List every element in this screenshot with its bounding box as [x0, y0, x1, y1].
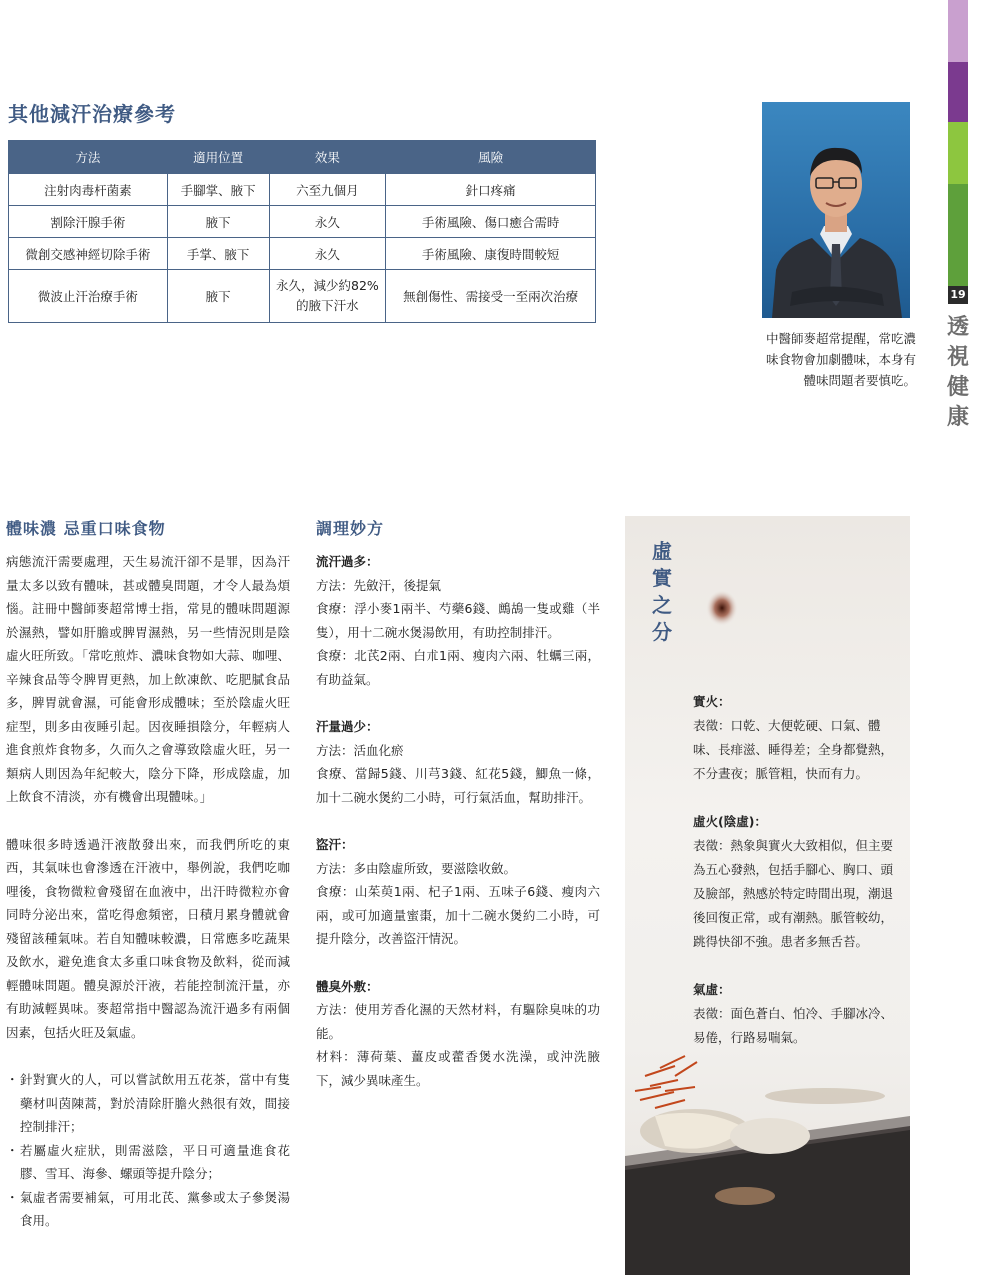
entry-title: 虛火(陰虛)： [693, 814, 767, 829]
table-cell: 割除汗腺手術 [9, 206, 168, 238]
entry-text: 表徵：熱象與實火大致相似，但主要為五心發熱，包括手腳心、胸口、頭及臉部，熱感於特定時間出現，潮退後回復正常，或有潮熱。脈管較幼，跳得快卻不強。患者多無舌苔。 [693, 838, 894, 949]
tab-color-1 [948, 0, 968, 62]
list-item-text: 若屬虛火症狀，則需滋陰，平日可適量進食花膠、雪耳、海參、螺頭等提升陰分； [20, 1142, 290, 1181]
list-item [6, 1068, 290, 1139]
section-char: 健 [946, 374, 969, 400]
remedy-title: 汗量過少： [316, 719, 379, 734]
remedy-line: 方法：先斂汗，後提氣 [316, 577, 442, 593]
title-char: 之 [652, 593, 672, 617]
left-column-heading: 體味濃 忌重口味食物 [6, 519, 166, 538]
tab-color-2 [948, 62, 968, 122]
table-cell: 微創交感神經切除手術 [9, 238, 168, 270]
left-column-body [6, 550, 290, 1233]
remedy-title: 體臭外敷： [316, 978, 379, 994]
table-row [9, 270, 596, 323]
table-cell: 手掌、腋下 [167, 238, 269, 270]
entry-title: 實火： [693, 694, 731, 709]
table-section-title: 其他減汗治療參考 [8, 102, 176, 126]
middle-column-heading: 調理妙方 [316, 519, 385, 538]
treatment-table [8, 140, 596, 323]
remedy-title: 流汗過多： [316, 554, 379, 569]
remedy-line: 食療：北芪2兩、白朮1兩、瘦肉六兩、牡蠣三兩，有助益氣。 [316, 648, 600, 687]
title-char: 虛 [652, 539, 672, 563]
remedy-line: 食療：山茱萸1兩、杞子1兩、五味子6錢、瘦肉六兩，或可加適量蜜棗，加十二碗水煲約二小時，可提升陰分，改善盜汗情況。 [316, 884, 600, 946]
table-cell: 注射肉毒杆菌素 [9, 174, 168, 206]
table-cell: 手腳掌、腋下 [167, 174, 269, 206]
doctor-photo [762, 102, 910, 318]
paragraph: 體味很多時透過汗液散發出來，而我們所吃的東西，其氣味也會滲透在汗液中，舉例說，我們吃咖哩後，食物微粒會殘留在血液中，出汗時微粒亦會同時分泌出來，當吃得愈頻密，日積月累身體就會殘留該種氣味。若自知體味較濃，日常應多吃蔬果及飲水，避免進食太多重口味食物及飲料，從而減輕體味問題。體臭源於汗液，若能控制流汗量，亦有助減輕異味。麥超常指中醫認為流汗過多有兩個因素，包括火旺及氣虛。 [6, 836, 290, 1040]
entry-title: 氣虛： [693, 982, 731, 997]
bullet-mark: ・ [6, 1189, 19, 1205]
tab-color-4 [948, 184, 968, 286]
side-panel-body [693, 690, 893, 1050]
table-cell: 六至九個月 [269, 174, 386, 206]
table-cell: 針口疼痛 [386, 174, 596, 206]
table-cell: 永久 [269, 206, 386, 238]
table-cell: 微波止汗治療手術 [9, 270, 168, 323]
remedy-line: 食療、當歸5錢、川芎3錢、紅花5錢，鯽魚一條，加十二碗水煲約二小時，可行氣活血，幫助排汗。 [316, 766, 600, 805]
remedy-line: 食療：浮小麥1兩半、芍藥6錢、鷓鴣一隻或雞（半隻），用十二碗水煲湯飲用，有助控制排汗。 [316, 601, 600, 640]
title-char: 實 [652, 566, 672, 590]
remedy-title: 盜汗： [316, 837, 354, 852]
table-cell: 永久 [269, 238, 386, 270]
entry-text: 表徵：口乾、大便乾硬、口氣、體味、長痱滋、睡得差；全身都覺熱，不分晝夜；脈管粗，快而有力。 [693, 718, 894, 781]
side-panel-title [650, 538, 674, 646]
table-cell: 腋下 [167, 206, 269, 238]
paragraph: 病態流汗需要處理，天生易流汗卻不是罪，因為汗量太多以致有體味，甚或體臭問題，才令人最為煩惱。註冊中醫師麥超常博士指，常見的體味問題源於濕熱，譬如肝膽或脾胃濕熱，另一些情況則是陰虛火旺所致。「常吃煎炸、濃味食物如大蒜、咖哩、辛辣食品等令脾胃更熱，加上飲凍飲、吃肥膩食品多，脾胃就會濕，可能會形成體味；至於陰虛火旺症型，則多由夜睡引起。因夜睡損陰分，年輕病人進食煎炸食物多，久而久之會導致陰虛火旺，另一類病人則因為年紀較大，陰分下降，形成陰虛，加上飲食不清淡，亦有機會出現體味。」 [6, 554, 290, 804]
list-item [6, 1186, 290, 1233]
remedy-line: 方法：活血化瘀 [316, 742, 404, 758]
doctor-portrait-illustration [762, 102, 910, 318]
table-cell: 無創傷性、需接受一至兩次治療 [386, 270, 596, 323]
table-row [9, 206, 596, 238]
section-char: 康 [946, 404, 969, 430]
table-header: 效果 [269, 141, 386, 174]
list-item-text: 氣虛者需要補氣，可用北芪、黨參或太子參煲湯食用。 [20, 1189, 290, 1228]
section-char: 透 [946, 314, 969, 340]
bullet-mark: ・ [6, 1072, 19, 1087]
table-cell: 腋下 [167, 270, 269, 323]
table-cell: 手術風險、傷口癒合需時 [386, 206, 596, 238]
photo-caption: 中醫師麥超常提醒，常吃濃味食物會加劇體味，本身有體味問題者要慎吃。 [765, 331, 916, 388]
table-header: 風險 [386, 141, 596, 174]
remedy-line: 方法：使用芳香化濕的天然材料，有驅除臭味的功能。 [316, 1002, 600, 1041]
section-char: 視 [946, 344, 969, 370]
entry-text: 表徵：面色蒼白、怕冷、手腳冰冷、易倦，行路易喘氣。 [693, 1006, 894, 1045]
table-header: 適用位置 [167, 141, 269, 174]
table-header-row [9, 141, 596, 174]
table-cell: 永久，減少約82%的腋下汗水 [269, 270, 386, 323]
table-row [9, 174, 596, 206]
title-char: 分 [652, 620, 672, 644]
table-row [9, 238, 596, 270]
bullet-mark: ・ [6, 1142, 19, 1158]
remedy-line: 材料：薄荷葉、薑皮或藿香煲水洗澡，或沖洗腋下，減少異味產生。 [316, 1049, 600, 1088]
table-cell: 手術風險、康復時間較短 [386, 238, 596, 270]
section-title-vertical [945, 312, 971, 432]
tab-color-3 [948, 122, 968, 184]
list-item [6, 1139, 290, 1186]
list-item-text: 針對實火的人，可以嘗試飲用五花茶，當中有隻藥材叫茵陳蒿，對於清除肝膽火熱很有效，間接控制排汗； [20, 1072, 290, 1134]
remedy-line: 方法：多由陰虛所致，要滋陰收斂。 [316, 860, 517, 876]
middle-column-body [316, 550, 600, 1092]
page-number: 19 [948, 286, 968, 304]
table-header: 方法 [9, 141, 168, 174]
